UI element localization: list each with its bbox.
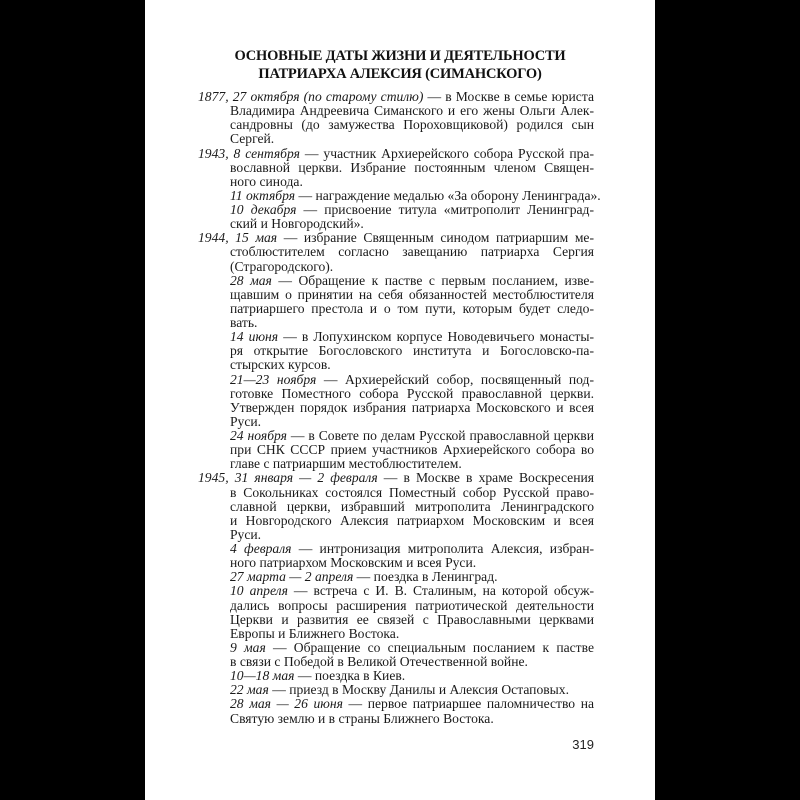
entry-text: ский и Новгородский». [230, 216, 364, 232]
entry-line [230, 712, 594, 726]
entry-text: Руси. [230, 413, 262, 429]
entry-date: 1943, 8 сентября [198, 145, 300, 161]
entry-line [230, 429, 594, 443]
entry-line [230, 373, 594, 387]
entry-text: ного синода. [230, 173, 303, 189]
entry-text: — поездка в Киев. [294, 668, 406, 684]
entry-text: Святую землю и в страны Ближнего Востока. [230, 710, 494, 726]
entry-text: в связи с Победой в Великой Отечественной войне. [230, 654, 528, 669]
entry-line [230, 132, 594, 146]
entry-text: — присвоение титула «митрополит Ленинград- [296, 202, 594, 217]
entry-text: Сергей. [230, 131, 275, 147]
entry-line [230, 175, 594, 189]
chronology-entry [198, 471, 594, 542]
entry-line [230, 655, 594, 669]
entry-text: вославной церкви. Избрание постоянным членом Священ- [230, 159, 594, 175]
page-number: 319 [572, 737, 594, 752]
chronology-entry [198, 231, 594, 273]
entry-text: — интронизация митрополита Алексия, избран- [291, 541, 594, 556]
entry-line [230, 584, 594, 598]
entry-text: — первое патриаршее паломничество на [342, 696, 594, 712]
entry-text: в Сокольниках состоялся Поместный собор Русской право- [230, 484, 594, 500]
chronology-entry [198, 683, 594, 697]
entry-text: главе с патриаршим местоблюстителем. [230, 456, 462, 472]
chronology-entry [198, 641, 594, 669]
chronology-entry [198, 669, 594, 683]
entry-text: — Обращение к пастве с первым посланием, изве- [271, 272, 594, 288]
entry-text: сандровны (до замужества Пороховщиковой) родился сын [230, 117, 594, 133]
entry-line [230, 316, 594, 330]
entry-line [230, 556, 594, 570]
entry-text: дались вопросы расширения патриотической деятельности [230, 597, 594, 613]
entry-date: 27 марта — 2 апреля [230, 569, 354, 585]
entry-text: — избрание Священным синодом патриаршим ме- [277, 230, 594, 246]
entry-line [230, 118, 594, 132]
entry-date: 11 октября [230, 187, 296, 203]
entry-text: при СНК СССР прием участников Архиерейского собора во [230, 442, 594, 458]
entry-line [230, 627, 594, 641]
entry-text: славной церкви, избравший митрополита Ленинградского [230, 498, 594, 514]
chronology-entry [198, 542, 594, 570]
entry-date: 9 мая [230, 639, 266, 655]
entry-text: — встреча с И. В. Сталиным, на которой обсуж- [287, 583, 594, 599]
entry-line [230, 415, 594, 429]
entry-date: 28 мая — 26 июня [230, 696, 343, 712]
entry-text: и Новгородского Алексия патриархом Московским и всея [230, 512, 594, 528]
entry-text: готовке Поместного собора Русской православной церкви. [230, 385, 594, 401]
entry-line [230, 500, 594, 514]
entry-date: 1877, 27 октября (по старому стилю) [198, 89, 424, 104]
entry-text: ря открытие Богословского института и Богословско-па- [230, 343, 594, 359]
chapter-title-line-1: ОСНОВНЫЕ ДАТЫ ЖИЗНИ И ДЕЯТЕЛЬНОСТИ [234, 48, 566, 64]
entry-text: стырских курсов. [230, 357, 331, 373]
entry-text: — в Москве в храме Воскресения [377, 470, 594, 486]
entry-text: Руси. [230, 526, 262, 542]
entry-line [230, 187, 601, 203]
chronology-entry [198, 203, 594, 231]
chapter-title-line-2: ПАТРИАРХА АЛЕКСИЯ (СИМАНСКОГО) [258, 66, 542, 82]
entry-line [230, 344, 594, 358]
entry-date: 10 апреля [230, 583, 288, 599]
entry-line [230, 599, 594, 613]
entry-text: Утвержден порядок избрания патриарха Московского и всея [230, 399, 594, 415]
entry-line [230, 260, 594, 274]
entry-line [230, 697, 594, 711]
entry-line [198, 90, 594, 104]
entry-line [230, 274, 594, 288]
chronology-entry [198, 373, 594, 430]
entry-line [230, 104, 594, 118]
entry-line [230, 330, 594, 344]
entry-line [230, 613, 594, 627]
entry-text: — приезд в Москву Данилы и Алексия Остаповых. [268, 682, 569, 698]
entry-text: — награждение медалью «За оборону Ленинграда». [295, 187, 601, 203]
entry-line [230, 570, 594, 584]
entry-line [230, 288, 594, 302]
entry-date: 14 июня [230, 329, 279, 345]
entry-line [230, 443, 594, 457]
entry-line [230, 245, 594, 259]
entry-text: патриаршего престола и о том пути, которым будет следо- [230, 300, 594, 316]
entry-date: 24 ноября [230, 428, 287, 443]
chronology-entry [198, 90, 594, 147]
entry-text: стоблюстителем согласно завещанию патриарха Сергия [230, 244, 594, 260]
chronology-entry [198, 697, 594, 725]
entry-text: вать. [230, 315, 258, 330]
entry-text: щавшим о принятии на себя обязанностей местоблюстителя [230, 286, 594, 302]
entry-line [230, 542, 594, 556]
chronology-entry [198, 570, 594, 584]
entry-text: — поездка в Ленинград. [353, 569, 498, 585]
entry-date: 4 февраля [230, 541, 292, 556]
chronology-list [198, 89, 601, 726]
entry-date: 10 декабря [230, 202, 297, 217]
entry-line [230, 514, 594, 528]
entry-line [230, 302, 594, 316]
entry-date: 21—23 ноября [230, 371, 317, 387]
entry-line [230, 486, 594, 500]
entry-date: 28 мая [230, 272, 272, 288]
entry-line [230, 161, 594, 175]
entry-line [198, 471, 594, 485]
entry-text: Европы и Ближнего Востока. [230, 625, 400, 641]
chronology-entry [198, 147, 594, 189]
entry-text: — Обращение со специальным посланием к пастве [265, 639, 594, 655]
entry-text: ного патриархом Московским и всея Руси. [230, 555, 477, 571]
book-page [145, 0, 655, 800]
entry-text: (Страгородского). [230, 258, 334, 274]
entry-date: 1945, 31 января — 2 февраля [198, 470, 378, 486]
chronology-entry [198, 187, 601, 203]
chronology-entry [198, 330, 594, 372]
entry-line [230, 217, 594, 231]
entry-line [230, 641, 594, 655]
entry-line [198, 147, 594, 161]
chronology-entry [198, 274, 594, 331]
entry-text: — в Совете по делам Русской православной церкви [286, 428, 594, 443]
entry-line [230, 401, 594, 415]
chronology-entry [198, 429, 594, 471]
entry-text: Владимира Андреевича Симанского и его жены Ольги Алек- [230, 103, 594, 119]
entry-line [230, 203, 594, 217]
entry-date: 1944, 15 мая [198, 230, 278, 246]
entry-line [198, 231, 594, 245]
entry-line [230, 669, 594, 683]
entry-line [230, 358, 594, 372]
entry-line [230, 457, 594, 471]
entry-line [230, 683, 594, 697]
entry-date: 10—18 мая [230, 668, 295, 684]
entry-date: 22 мая [230, 682, 269, 698]
entry-text: Церкви и развития ее связей с Православными церквами [230, 611, 594, 627]
entry-text: — в Москве в семье юриста [423, 89, 594, 104]
entry-text: — в Лопухинском корпусе Новодевичьего монасты- [278, 329, 595, 345]
entry-line [230, 387, 594, 401]
chronology-entry [198, 584, 594, 641]
entry-text: — Архиерейский собор, посвященный под- [316, 371, 594, 387]
entry-text: — участник Архиерейского собора Русской пра- [299, 145, 594, 161]
entry-line [230, 528, 594, 542]
